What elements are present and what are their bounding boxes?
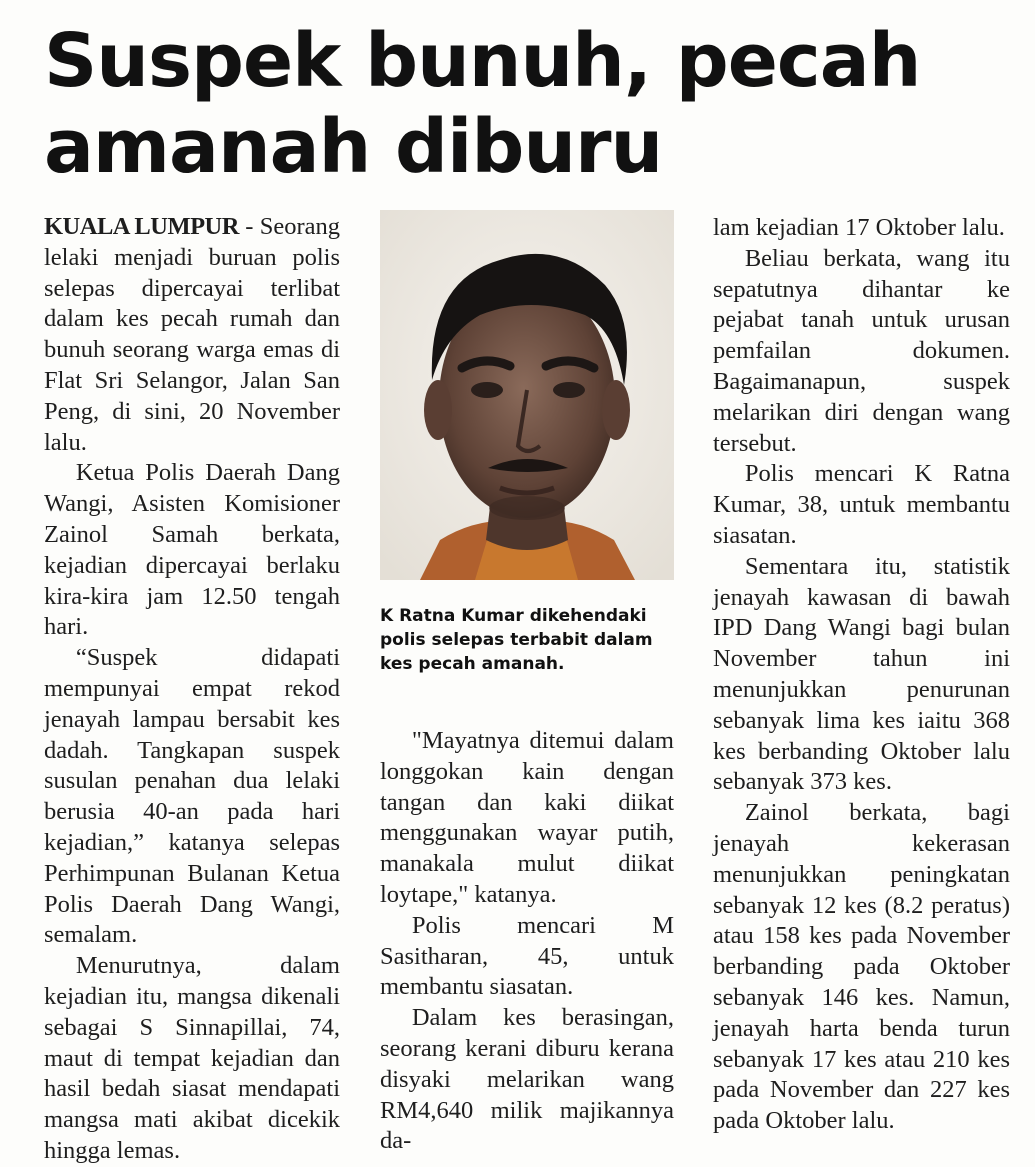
- paragraph: Ketua Polis Daerah Dang Wangi, Asisten Komisioner Zainol Samah berkata, kejadian dipercayai berlaku kira-kira jam 12.50 tengah hari.: [44, 459, 340, 641]
- paragraph: "Mayatnya ditemui dalam longgokan kain dengan tangan dan kaki diikat menggunakan wayar putih, manakala mulut diikat loytape," katanya.: [380, 727, 674, 908]
- headline-line-1: Suspek bunuh, pecah: [44, 18, 921, 104]
- headline: [44, 18, 1004, 190]
- paragraph-continued: lam kejadian 17 Oktober lalu.: [713, 214, 1005, 241]
- paragraph: Menurutnya, dalam kejadian itu, mangsa dikenali sebagai S Sinnapillai, 74, maut di tempat kejadian dan hasil bedah siasat mendapati mangsa mati akibat dicekik hingga lemas.: [44, 952, 340, 1164]
- paragraph: Zainol berkata, bagi jenayah kekerasan menunjukkan peningkatan sebanyak 12 kes (8.2 peratus) atau 158 kes pada November berbanding pada Oktober sebanyak 146 kes. Namun, jenayah harta benda turun sebanyak 17 kes atau 210 kes pada November dan 227 kes pada Oktober lalu.: [713, 799, 1010, 1135]
- article-column-1: [44, 212, 340, 1167]
- suspect-photo: [380, 210, 674, 580]
- headline-line-2: amanah diburu: [44, 104, 663, 190]
- dateline: KUALA LUMPUR: [44, 213, 239, 240]
- paragraph: Beliau berkata, wang itu sepatutnya dihantar ke pejabat tanah untuk urusan pemfailan dokumen. Bagaimanapun, suspek melarikan diri dengan wang tersebut.: [713, 244, 1010, 457]
- article-column-3: [713, 213, 1010, 1137]
- lead-paragraph: [44, 212, 340, 458]
- dateline-separator: -: [238, 213, 260, 240]
- paragraph: Polis mencari K Ratna Kumar, 38, untuk membantu siasatan.: [713, 460, 1010, 549]
- lead-text: Seorang lelaki menjadi buruan polis selepas dipercayai terlibat dalam kes pecah rumah dan bunuh seorang warga emas di Flat Sri Selangor, Jalan San Peng, di sini, 20 November lalu.: [44, 213, 340, 456]
- paragraph: Polis mencari M Sasitharan, 45, untuk membantu siasatan.: [380, 911, 674, 1001]
- paragraph: Dalam kes berasingan, seorang kerani diburu kerana disyaki melarikan wang RM4,640 milik majikannya da-: [380, 1004, 674, 1155]
- portrait-illustration: [380, 210, 674, 580]
- paragraph: “Suspek didapati mempunyai empat rekod jenayah lampau bersabit kes dadah. Tangkapan suspek susulan penahan dua lelaki berusia 40-an pada hari kejadian,” katanya selepas Perhimpunan Bulanan Ketua Polis Daerah Dang Wangi, semalam.: [44, 644, 340, 949]
- photo-caption: K Ratna Kumar dikehendaki polis selepas terbabit dalam kes pecah amanah.: [380, 606, 653, 674]
- paragraph: Sementara itu, statistik jenayah kawasan di bawah IPD Dang Wangi bagi bulan November tahun ini menunjukkan penurunan sebanyak lima kes iaitu 368 kes berbanding Oktober lalu sebanyak 373 kes.: [713, 552, 1010, 796]
- article-column-2: [380, 726, 674, 1157]
